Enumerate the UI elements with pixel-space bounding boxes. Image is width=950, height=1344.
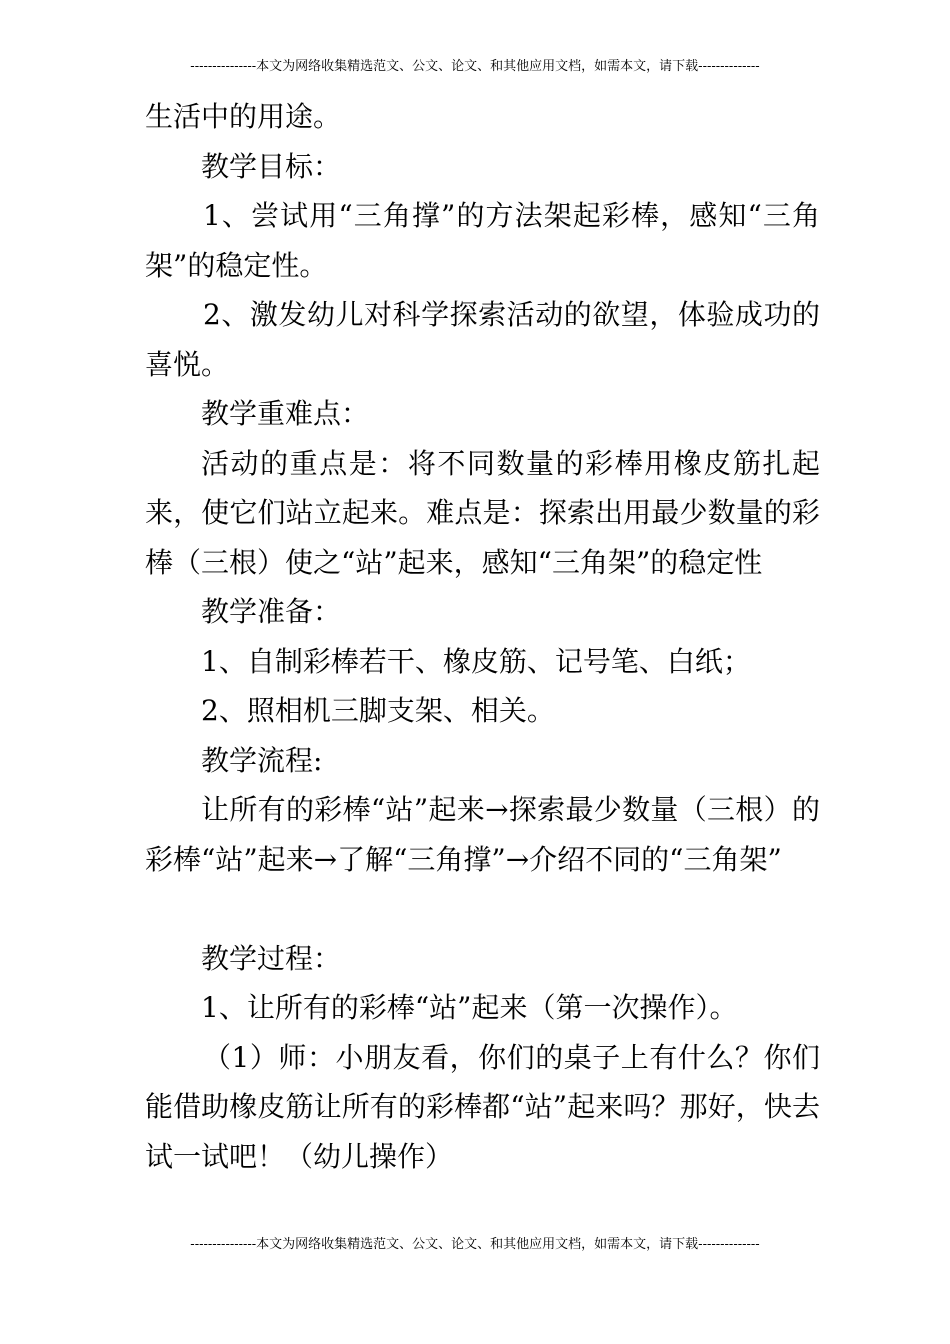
process-step-1-detail: （1）师：小朋友看，你们的桌子上有什么？你们能借助橡皮筋让所有的彩棒都“站”起来吗？那好，快去试一试吧！（幼儿操作） (145, 1040, 820, 1173)
goal-item-1: 1、尝试用“三角撑”的方法架起彩棒，感知“三角架”的稳定性。 (145, 199, 820, 282)
header-banner: ---------------本文为网络收集精选范文、公文、论文、和其他应用文档，如需本文，请下载-------------- (190, 59, 760, 74)
heading-teaching-process: 教学过程： (201, 941, 342, 975)
process-step-1: 1、让所有的彩棒“站”起来（第一次操作）。 (201, 991, 738, 1024)
heading-key-difficulties: 教学重难点： (201, 397, 370, 430)
preparation-item-2: 2、照相机三脚支架、相关。 (201, 694, 555, 727)
footer-banner: ---------------本文为网络收集精选范文、公文、论文、和其他应用文档，如需本文，请下载-------------- (190, 1237, 760, 1252)
heading-teaching-flow: 教学流程: (201, 743, 323, 777)
goal-item-2: 2、激发幼儿对科学探索活动的欲望，体验成功的喜悦。 (145, 298, 820, 381)
teaching-flow-text: 让所有的彩棒“站”起来→探索最少数量（三根）的彩棒“站”起来→了解“三角撑”→介绍不同的“三角架” (145, 793, 820, 876)
preparation-item-1: 1、自制彩棒若干、橡皮筋、记号笔、白纸； (201, 644, 751, 678)
heading-teaching-preparation: 教学准备： (201, 595, 342, 628)
key-difficulties-text: 活动的重点是：将不同数量的彩棒用橡皮筋扎起来，使它们站立起来。难点是：探索出用最少数量的彩棒（三根）使之“站”起来，感知“三角架”的稳定性 (145, 446, 820, 579)
document-body (145, 92, 820, 1181)
heading-teaching-goals: 教学目标： (201, 149, 342, 183)
paragraph-continuation: 生活中的用途。 (145, 100, 342, 133)
